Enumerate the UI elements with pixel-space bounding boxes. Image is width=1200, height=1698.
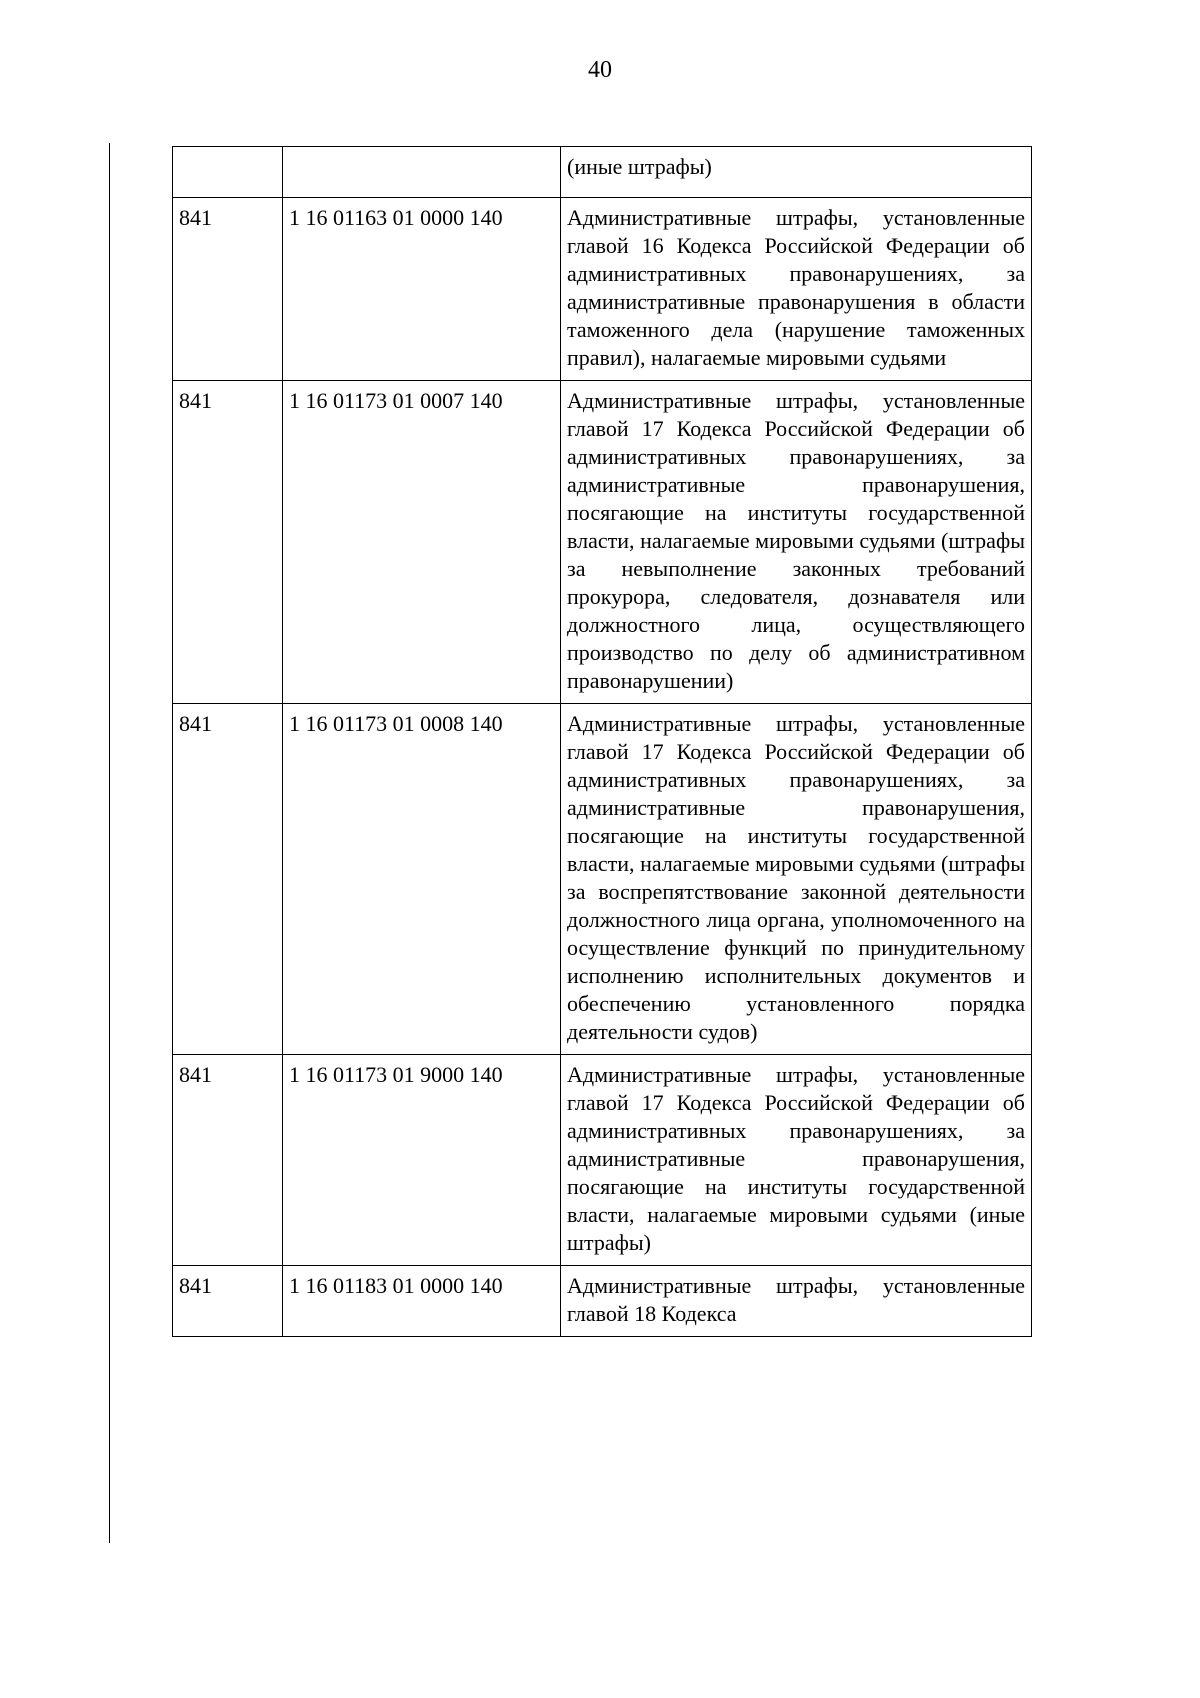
description-cell: Административные штрафы, установленные главой 17 Кодекса Российской Федерации об административных правонарушениях, за административные правонарушения, посягающие на институты государственной власти, налагаемые мировыми судьями (штрафы за воспрепятствование законной деятельности должностного лица органа, уполномоченного на осуществление функций по принудительному исполнению исполнительных документов и обеспечению установленного порядка деятельности судов) <box>561 704 1032 1055</box>
admin-code-cell: 841 <box>173 198 283 381</box>
description-cell: (иные штрафы) <box>561 147 1032 198</box>
admin-code-cell: 841 <box>173 381 283 704</box>
page-number: 40 <box>588 57 612 83</box>
table-row <box>173 147 1032 198</box>
kbk-code-cell: 1 16 01173 01 0007 140 <box>283 381 561 704</box>
table-row <box>173 1266 1032 1337</box>
description-cell: Административные штрафы, установленные главой 18 Кодекса <box>561 1266 1032 1337</box>
table-row <box>173 1055 1032 1266</box>
description-cell: Административные штрафы, установленные главой 17 Кодекса Российской Федерации об административных правонарушениях, за административные правонарушения, посягающие на институты государственной власти, налагаемые мировыми судьями (иные штрафы) <box>561 1055 1032 1266</box>
kbk-code-cell: 1 16 01163 01 0000 140 <box>283 198 561 381</box>
kbk-code-cell <box>283 147 561 198</box>
admin-code-cell <box>173 147 283 198</box>
margin-rule <box>109 143 110 1543</box>
kbk-code-cell: 1 16 01173 01 9000 140 <box>283 1055 561 1266</box>
table-row <box>173 704 1032 1055</box>
description-cell: Административные штрафы, установленные главой 16 Кодекса Российской Федерации об административных правонарушениях, за административные правонарушения в области таможенного дела (нарушение таможенных правил), налагаемые мировыми судьями <box>561 198 1032 381</box>
admin-code-cell: 841 <box>173 704 283 1055</box>
budget-codes-table <box>172 146 1032 1337</box>
table-row <box>173 381 1032 704</box>
description-cell: Административные штрафы, установленные главой 17 Кодекса Российской Федерации об административных правонарушениях, за административные правонарушения, посягающие на институты государственной власти, налагаемые мировыми судьями (штрафы за невыполнение законных требований прокурора, следователя, дознавателя или должностного лица, осуществляющего производство по делу об административном правонарушении) <box>561 381 1032 704</box>
admin-code-cell: 841 <box>173 1266 283 1337</box>
kbk-code-cell: 1 16 01173 01 0008 140 <box>283 704 561 1055</box>
kbk-code-cell: 1 16 01183 01 0000 140 <box>283 1266 561 1337</box>
page-bottom-margin <box>0 1545 1200 1698</box>
admin-code-cell: 841 <box>173 1055 283 1266</box>
table-row <box>173 198 1032 381</box>
